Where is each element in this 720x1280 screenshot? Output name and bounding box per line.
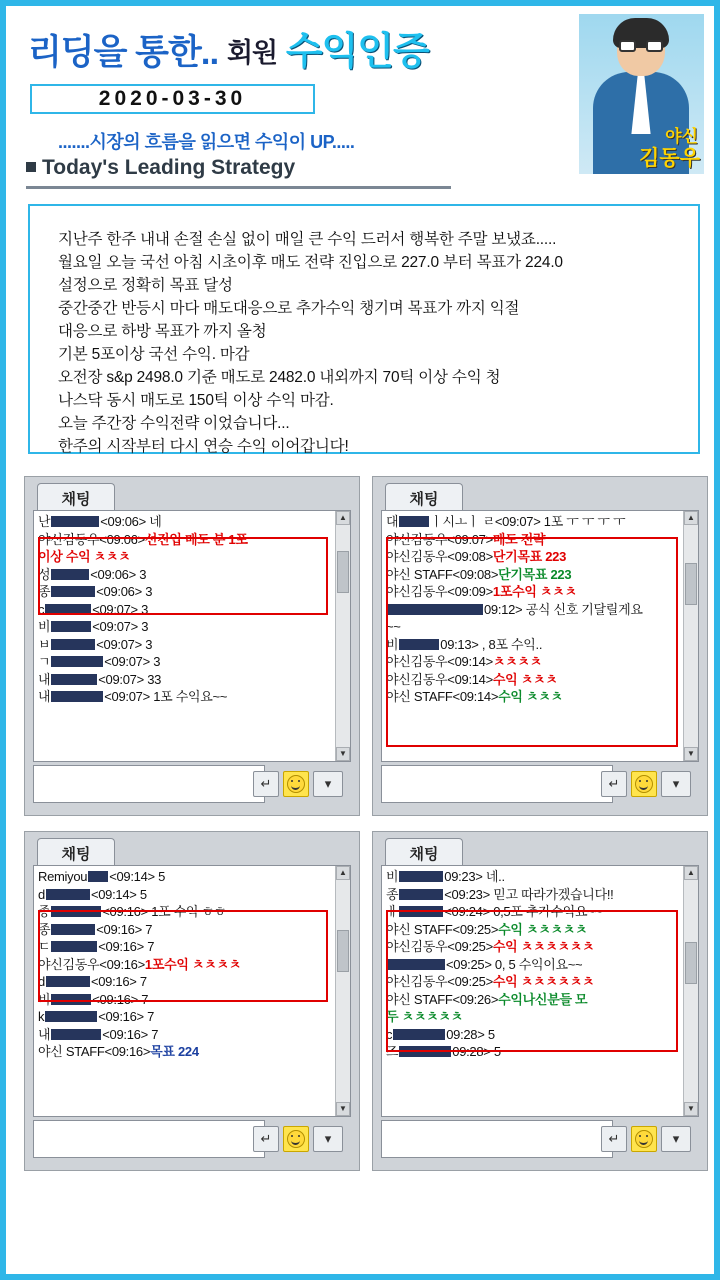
summary-line: 한주의 시작부터 다시 연승 수익 이어갑니다! [58, 438, 349, 455]
message-text: ㅣ시ㅗㅣ ㄹ<09:07> 1포 ㅜ ㅜ ㅜ ㅜ [430, 514, 626, 529]
chat-scrollbar[interactable] [335, 511, 350, 761]
title-part2: 회원 [226, 38, 278, 68]
presenter-name: 김동우 [639, 147, 700, 170]
message-text: k [38, 1009, 45, 1024]
chat-message [386, 956, 681, 974]
message-text: d [38, 974, 45, 989]
redacted-nickname [399, 516, 429, 527]
chat-input[interactable] [381, 1120, 613, 1158]
message-text: 성 [38, 566, 51, 582]
chat-message [386, 583, 681, 601]
message-text: 매도 전략 [492, 531, 546, 547]
message-text: 단기목표 223 [498, 566, 572, 582]
chat-message [38, 636, 333, 654]
smiley-icon [635, 1130, 653, 1148]
redacted-nickname [51, 1029, 101, 1040]
message-text: <09:07> 3 [96, 636, 153, 652]
message-text: 09:23> 네.. [444, 869, 505, 884]
redacted-nickname [399, 871, 443, 882]
message-text: 09:12> 공식 신호 기달릴게요 [484, 601, 643, 617]
title-part1: 리딩을 통한.. [28, 33, 219, 72]
chat-message [386, 903, 681, 921]
message-text: 수익 ㅊㅊㅊ [498, 689, 563, 704]
chat-message-area [381, 510, 699, 762]
chat-panels [24, 476, 708, 1196]
scroll-down-icon[interactable]: ▼ [684, 747, 698, 761]
chat-scrollbar[interactable] [683, 866, 698, 1116]
chat-message [38, 548, 333, 566]
chat-message [38, 938, 333, 956]
chat-message [386, 671, 681, 689]
chat-tab[interactable]: 채팅 [37, 483, 115, 512]
chat-panel [24, 476, 360, 816]
redacted-nickname [387, 959, 445, 970]
page-title [28, 20, 429, 75]
message-text: 야신김동우<09:25> [386, 939, 493, 954]
message-text: <09:07> 1포 수익요~~ [104, 689, 228, 704]
glasses-icon [619, 40, 663, 52]
message-text: 09:28> 5 [452, 1044, 501, 1059]
message-text: 야신김동우<09:06> [38, 531, 145, 547]
message-text: c [38, 601, 45, 617]
redacted-nickname [51, 656, 103, 667]
redacted-nickname [51, 621, 91, 632]
chat-message [386, 548, 681, 566]
redacted-nickname [387, 604, 483, 615]
message-text: 내 [38, 1026, 51, 1042]
chat-message [38, 1043, 333, 1061]
message-text: 비 [38, 619, 51, 634]
message-text: 수익나신분들 모 [498, 991, 588, 1007]
scroll-thumb[interactable] [337, 930, 349, 972]
message-text: 수익 ㅊㅊㅊㅊㅊㅊ [492, 974, 595, 989]
chat-message [38, 921, 333, 939]
scroll-thumb[interactable] [685, 942, 697, 984]
message-text: 수익 ㅊㅊㅊ [492, 671, 558, 687]
title-part3: 수익인증 [285, 31, 429, 73]
chat-input-row [33, 765, 351, 805]
chat-input[interactable] [33, 765, 265, 803]
chat-message [38, 956, 333, 974]
redacted-nickname [399, 889, 443, 900]
message-text: ㅐ [386, 904, 399, 919]
chat-panel [24, 831, 360, 1171]
chat-input[interactable] [33, 1120, 265, 1158]
chat-message [386, 653, 681, 671]
message-text: 야신 STAFF<09:14> [386, 689, 499, 704]
chat-input-row [381, 765, 699, 805]
message-text: 야신 STAFF<09:16> [38, 1044, 151, 1059]
message-text: 09:13> , 8포 수익.. [440, 636, 543, 652]
summary-box [28, 204, 700, 454]
message-text: <09:07> 33 [98, 671, 162, 687]
redacted-nickname [51, 586, 95, 597]
message-text: ~~ [386, 619, 401, 634]
chat-message [386, 973, 681, 991]
summary-line: 중간중간 반등시 마다 매도대응으로 추가수익 챙기며 목표가 까지 익절 [58, 300, 520, 317]
chat-message [386, 868, 681, 886]
message-text: <09:16> 7 [102, 1026, 159, 1042]
redacted-nickname [51, 674, 97, 685]
message-text: 내 [38, 689, 51, 704]
redacted-nickname [51, 569, 89, 580]
chat-message [386, 1043, 681, 1061]
scroll-up-icon[interactable]: ▲ [684, 511, 698, 525]
scroll-up-icon[interactable]: ▲ [684, 866, 698, 880]
redacted-nickname [51, 994, 91, 1005]
smiley-icon [635, 775, 653, 793]
chat-message [386, 1008, 681, 1026]
chat-input-row [381, 1120, 699, 1160]
chat-message [38, 618, 333, 636]
chat-message [386, 938, 681, 956]
message-text: 즈 [386, 1044, 399, 1059]
message-text: 수익 ㅊㅊㅊㅊㅊ [498, 921, 588, 937]
summary-line: 나스닥 동시 매도로 150틱 이상 수익 마감. [58, 392, 334, 409]
message-list [34, 511, 336, 761]
summary-line: 월요일 오늘 국선 아침 시초이후 매도 전략 진입으로 227.0 부터 목표가 224.0 [58, 254, 563, 271]
message-text: ㅂ [38, 636, 51, 652]
redacted-nickname [51, 516, 99, 527]
chat-tab[interactable]: 채팅 [385, 838, 463, 867]
message-list [382, 866, 684, 1116]
chat-scrollbar[interactable] [683, 511, 698, 761]
chat-message [38, 973, 333, 991]
message-text: 야신 STAFF<09:08> [386, 566, 499, 582]
message-text: 야신김동우<09:25> [386, 974, 493, 989]
chat-message [386, 1026, 681, 1044]
redacted-nickname [46, 976, 90, 987]
message-text: ㄱ [38, 654, 51, 669]
message-text: 야신김동우<09:14> [386, 654, 493, 669]
redacted-nickname [393, 1029, 445, 1040]
section-title [26, 156, 295, 180]
scroll-thumb[interactable] [337, 551, 349, 593]
redacted-nickname [45, 1011, 97, 1022]
message-text: 난 [38, 514, 51, 529]
message-text: <09:24> 0,5포 추가수익요~~ [444, 904, 602, 919]
message-text: <09:07> 3 [92, 619, 149, 634]
message-text: 종 [38, 584, 51, 599]
chat-input-row [33, 1120, 351, 1160]
chat-panel [372, 831, 708, 1171]
message-text: <09:06> 3 [96, 584, 153, 599]
summary-list [30, 206, 698, 458]
chat-message [38, 991, 333, 1009]
redacted-nickname [51, 906, 101, 917]
redacted-nickname [45, 604, 91, 615]
message-text: 야신김동우<09:08> [386, 549, 493, 564]
message-text: 종 [386, 886, 399, 902]
more-options-button[interactable]: ▾ [661, 1126, 691, 1152]
message-text: Remiyou [38, 869, 88, 884]
message-text: 야신 STAFF<09:25> [386, 921, 499, 937]
chat-message [38, 903, 333, 921]
message-text: 비 [386, 636, 399, 652]
chat-message [38, 671, 333, 689]
message-text: <09:07> 3 [92, 601, 149, 617]
message-text: 09:28> 5 [446, 1026, 495, 1042]
redacted-nickname [399, 1046, 451, 1057]
presenter-tag: 야신 [665, 127, 698, 146]
chat-message-area [381, 865, 699, 1117]
emoji-button[interactable] [631, 1126, 657, 1152]
message-text: <09:14> 5 [109, 869, 166, 884]
chat-input[interactable] [381, 765, 613, 803]
message-text: <09:16> 7 [90, 974, 147, 989]
chat-message [386, 921, 681, 939]
chat-message-area [33, 865, 351, 1117]
scroll-up-icon[interactable]: ▲ [336, 511, 350, 525]
message-text: <09:16> 7 [98, 939, 155, 954]
message-text: 1포수익 ㅊㅊㅊㅊ [144, 956, 241, 972]
date-badge [30, 84, 315, 114]
message-text: <09:06> 3 [90, 566, 147, 582]
chat-message [38, 1008, 333, 1026]
emoji-button[interactable] [631, 771, 657, 797]
chat-message [386, 688, 681, 706]
smiley-icon [287, 1130, 305, 1148]
presenter-photo [579, 14, 704, 174]
chat-message [38, 688, 333, 706]
summary-line: 설정으로 정확히 목표 달성 [58, 277, 233, 294]
section-divider [26, 186, 451, 189]
redacted-nickname [88, 871, 108, 882]
message-text: 야신 STAFF<09:26> [386, 991, 499, 1007]
header [6, 6, 714, 196]
message-text: 대 [386, 514, 399, 529]
message-text: 비 [38, 991, 51, 1007]
send-button[interactable]: ↵ [253, 771, 279, 797]
message-text: 내 [38, 671, 51, 687]
message-text: <09:25> 0, 5 수익이요~~ [446, 956, 583, 972]
chat-message [386, 886, 681, 904]
chat-message [38, 566, 333, 584]
chat-message [386, 991, 681, 1009]
message-text: <09:14> 5 [90, 886, 147, 902]
message-text: 비 [386, 869, 399, 884]
message-text: 야신김동우<09:16> [38, 956, 145, 972]
send-button[interactable]: ↵ [601, 1126, 627, 1152]
message-text: 두 ㅊㅊㅊㅊㅊ [386, 1009, 463, 1024]
message-text: <09:23> 믿고 따라가겠습니다!! [444, 886, 614, 902]
message-text: 이상 수익 ㅊㅊㅊ [38, 549, 131, 564]
redacted-nickname [46, 889, 90, 900]
chat-message [38, 653, 333, 671]
message-text: ㄷ [38, 939, 51, 954]
message-list [382, 511, 684, 761]
message-text: <09:16> 1포 수익 ㅎㅎ [102, 904, 227, 919]
chat-message [38, 583, 333, 601]
chat-tab[interactable]: 채팅 [385, 483, 463, 512]
message-list [34, 866, 336, 1116]
subtitle: .......시장의 흐름을 읽으면 수익이 UP..... [58, 132, 355, 152]
chat-message [386, 531, 681, 549]
message-text: d [38, 886, 45, 902]
chat-message [38, 1026, 333, 1044]
summary-line: 오전장 s&p 2498.0 기준 매도로 2482.0 내외까지 70틱 이상 수익 청 [58, 369, 501, 386]
chat-message [38, 886, 333, 904]
chat-scrollbar[interactable] [335, 866, 350, 1116]
smiley-icon [287, 775, 305, 793]
message-text: 종 [38, 904, 51, 919]
chat-tab[interactable]: 채팅 [37, 838, 115, 867]
message-text: 수익 ㅊㅊㅊㅊㅊㅊ [492, 939, 595, 954]
redacted-nickname [399, 906, 443, 917]
message-text: 야신김동우<09:07> [386, 531, 493, 547]
more-options-button[interactable]: ▾ [313, 1126, 343, 1152]
chat-message [386, 636, 681, 654]
chat-message [386, 618, 681, 636]
message-text: ㅊㅊㅊㅊ [492, 654, 542, 669]
message-text: c [386, 1026, 393, 1042]
summary-line: 대응으로 하방 목표가 까지 올청 [58, 323, 267, 340]
message-text: 단기목표 223 [492, 549, 567, 564]
message-text: 야신김동우<09:14> [386, 671, 493, 687]
date-text: 2020-03-30 [98, 87, 247, 110]
summary-line: 기본 5포이상 국선 수익. 마감 [58, 346, 250, 363]
message-text: 선진입 매도 분 1포 [144, 531, 248, 547]
redacted-nickname [51, 924, 95, 935]
summary-line: 오늘 주간장 수익전략 이었습니다... [58, 415, 290, 432]
message-text: 종 [38, 921, 51, 937]
emoji-button[interactable] [283, 1126, 309, 1152]
redacted-nickname [51, 691, 103, 702]
chat-panel [372, 476, 708, 816]
chat-message-area [33, 510, 351, 762]
message-text: <09:06> 네 [100, 514, 162, 529]
summary-line: 지난주 한주 내내 손절 손실 없이 매일 큰 수익 드러서 행복한 주말 보냈죠..... [58, 231, 557, 248]
message-text: <09:16> 7 [92, 991, 149, 1007]
scroll-down-icon[interactable]: ▼ [684, 1102, 698, 1116]
scroll-down-icon[interactable]: ▼ [336, 1102, 350, 1116]
redacted-nickname [51, 941, 97, 952]
chat-message [386, 601, 681, 619]
message-text: <09:07> 3 [104, 654, 161, 669]
scroll-down-icon[interactable]: ▼ [336, 747, 350, 761]
chat-message [38, 513, 333, 531]
redacted-nickname [51, 639, 95, 650]
message-text: <09:16> 7 [98, 1009, 155, 1024]
send-button[interactable]: ↵ [601, 771, 627, 797]
section-title-text: Today's Leading Strategy [42, 156, 296, 179]
message-text: <09:16> 7 [96, 921, 153, 937]
more-options-button[interactable]: ▾ [661, 771, 691, 797]
scroll-thumb[interactable] [685, 563, 697, 605]
chat-message [38, 868, 333, 886]
emoji-button[interactable] [283, 771, 309, 797]
chat-message [386, 513, 681, 531]
chat-message [38, 531, 333, 549]
message-text: 야신김동우<09:09> [386, 584, 493, 599]
redacted-nickname [399, 639, 439, 650]
message-text: 1포수익 ㅊㅊㅊ [492, 584, 577, 599]
message-text: 목표 224 [150, 1044, 199, 1059]
scroll-up-icon[interactable]: ▲ [336, 866, 350, 880]
chat-message [386, 566, 681, 584]
more-options-button[interactable]: ▾ [313, 771, 343, 797]
send-button[interactable]: ↵ [253, 1126, 279, 1152]
chat-message [38, 601, 333, 619]
bullet-square-icon [26, 162, 36, 172]
